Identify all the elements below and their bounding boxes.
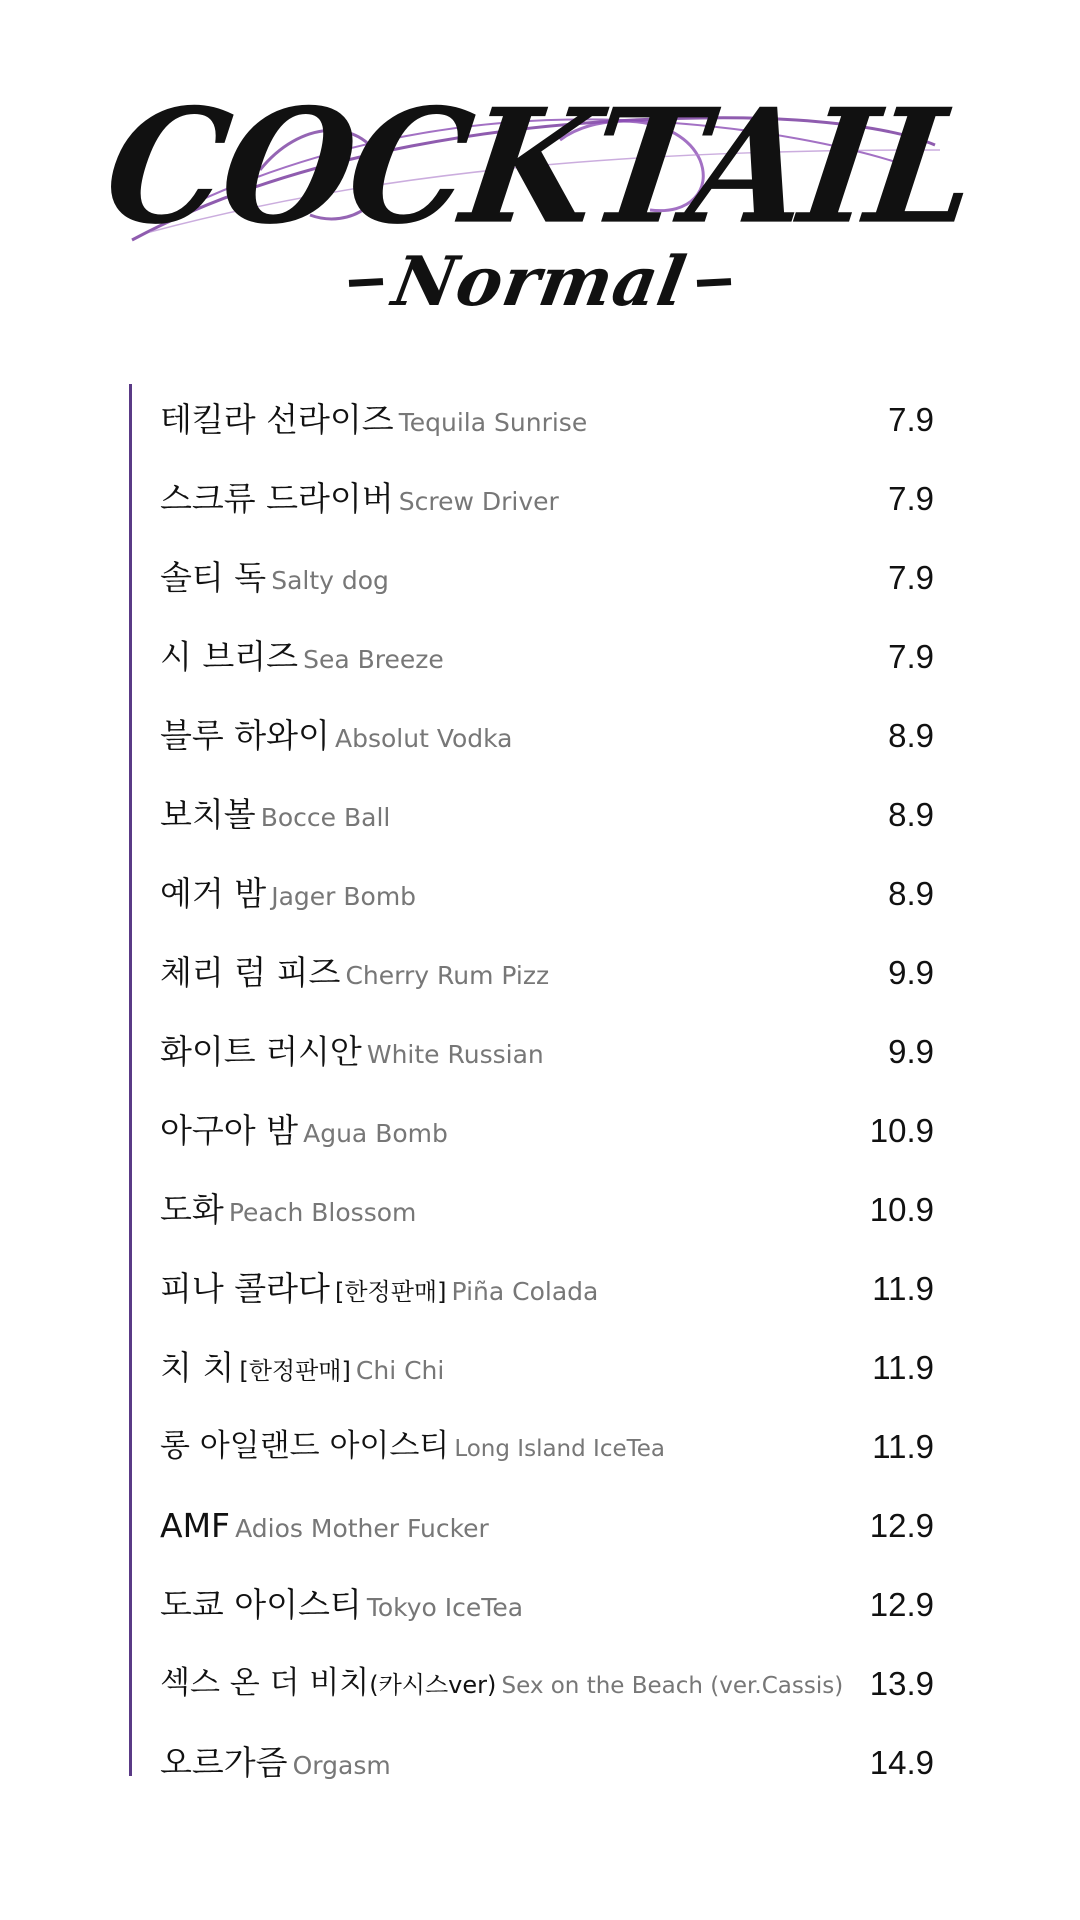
item-name-ko: AMF	[160, 1506, 231, 1545]
item-name-ko: 피나 콜라다	[160, 1269, 330, 1308]
item-name-en: Agua Bomb	[303, 1119, 448, 1148]
item-name	[160, 400, 588, 439]
item-name-ko: 치 치	[160, 1348, 235, 1387]
item-name	[160, 1506, 489, 1545]
item-price: 10.9	[869, 1112, 934, 1149]
item-name-en: Screw Driver	[398, 487, 559, 516]
item-name	[160, 637, 444, 676]
item-price: 8.9	[888, 875, 934, 912]
item-name-ko: 테킬라 선라이즈	[160, 400, 394, 439]
item-price: 7.9	[888, 559, 934, 596]
item-note: [한정판매]	[334, 1278, 447, 1306]
item-name-en: Orgasm	[292, 1751, 391, 1780]
item-name	[160, 1190, 417, 1229]
item-name	[160, 1348, 445, 1387]
list-item	[160, 775, 934, 854]
item-name-en: White Russian	[366, 1040, 544, 1069]
item-name	[160, 716, 513, 755]
item-price: 12.9	[869, 1507, 934, 1544]
list-item	[160, 696, 934, 775]
list-item	[160, 1644, 934, 1723]
list-item	[160, 1328, 934, 1407]
item-name-ko: 시 브리즈	[160, 637, 299, 676]
item-name	[160, 1269, 599, 1308]
item-name-en: Jager Bomb	[271, 882, 417, 911]
item-name-ko: 블루 하와이	[160, 716, 330, 755]
list-item	[160, 538, 934, 617]
item-name-ko: 보치볼	[160, 795, 256, 834]
item-price: 7.9	[888, 480, 934, 517]
item-name	[160, 1665, 844, 1701]
item-name-ko: 화이트 러시안	[160, 1032, 362, 1071]
item-note: (카시스ver)	[369, 1671, 497, 1699]
item-name	[160, 874, 417, 913]
list-item	[160, 1012, 934, 1091]
item-name-en: Absolut Vodka	[334, 724, 513, 753]
item-name-en: Tokyo IceTea	[366, 1593, 524, 1622]
list-item	[160, 1565, 934, 1644]
list-item	[160, 1091, 934, 1170]
item-name-en: Piña Colada	[451, 1277, 599, 1306]
item-name-ko: 롱 아일랜드 아이스티	[160, 1428, 450, 1464]
item-price: 12.9	[869, 1586, 934, 1623]
subtitle-dash-right	[697, 278, 731, 287]
item-price: 7.9	[888, 638, 934, 675]
item-name	[160, 953, 550, 992]
item-name	[160, 1111, 448, 1150]
list-item	[160, 459, 934, 538]
item-price: 13.9	[869, 1665, 934, 1702]
item-price: 7.9	[888, 401, 934, 438]
item-name	[160, 1032, 544, 1071]
item-name-ko: 체리 럼 피즈	[160, 953, 341, 992]
menu-header	[0, 0, 1080, 340]
list-item	[160, 617, 934, 696]
item-note: [한정판매]	[239, 1357, 351, 1385]
item-name-ko: 섹스 온 더 비치	[160, 1665, 370, 1701]
item-name-en: Bocce Ball	[260, 803, 391, 832]
item-price: 11.9	[872, 1349, 934, 1386]
menu-title: COCKTAIL	[95, 74, 985, 260]
item-name-ko: 도화	[160, 1190, 224, 1229]
item-name-en: Long Island IceTea	[454, 1436, 666, 1462]
item-name-en: Salty dog	[271, 566, 389, 595]
item-name-en: Cherry Rum Pizz	[345, 961, 550, 990]
item-name-ko: 오르가즘	[160, 1743, 288, 1782]
item-name-ko: 도쿄 아이스티	[160, 1585, 362, 1624]
item-name-en: Chi Chi	[355, 1356, 445, 1385]
item-price: 9.9	[888, 1033, 934, 1070]
list-item	[160, 854, 934, 933]
item-name-en: Peach Blossom	[228, 1198, 417, 1227]
item-name-en: Sea Breeze	[303, 645, 444, 674]
list-item	[160, 1249, 934, 1328]
item-price: 11.9	[872, 1270, 934, 1307]
item-name-ko: 아구아 밤	[160, 1111, 299, 1150]
item-name	[160, 479, 559, 518]
item-name	[160, 795, 391, 834]
list-item	[160, 380, 934, 459]
menu-accent-bar	[129, 384, 132, 1776]
item-name-en: Sex on the Beach (ver.Cassis)	[501, 1673, 844, 1699]
list-item	[160, 1486, 934, 1565]
item-name-ko: 스크류 드라이버	[160, 479, 394, 518]
item-price: 14.9	[869, 1744, 934, 1781]
menu-subtitle: Normal	[387, 242, 693, 322]
item-price: 8.9	[888, 796, 934, 833]
item-name-ko: 솔티 독	[160, 558, 267, 597]
item-name-en: Tequila Sunrise	[398, 408, 588, 437]
list-item	[160, 1723, 934, 1802]
item-name	[160, 1743, 391, 1782]
list-item	[160, 933, 934, 1012]
item-name-en: Adios Mother Fucker	[235, 1514, 489, 1543]
item-name	[160, 1428, 666, 1464]
menu-subtitle-row	[0, 242, 1080, 322]
item-price: 10.9	[869, 1191, 934, 1228]
list-item	[160, 1170, 934, 1249]
item-price: 8.9	[888, 717, 934, 754]
list-item	[160, 1407, 934, 1486]
item-price: 11.9	[872, 1428, 934, 1465]
item-name-ko: 예거 밤	[160, 874, 267, 913]
item-name	[160, 1585, 524, 1624]
item-name	[160, 558, 389, 597]
item-price: 9.9	[888, 954, 934, 991]
cocktail-list	[160, 380, 934, 1802]
subtitle-dash-left	[349, 278, 383, 287]
